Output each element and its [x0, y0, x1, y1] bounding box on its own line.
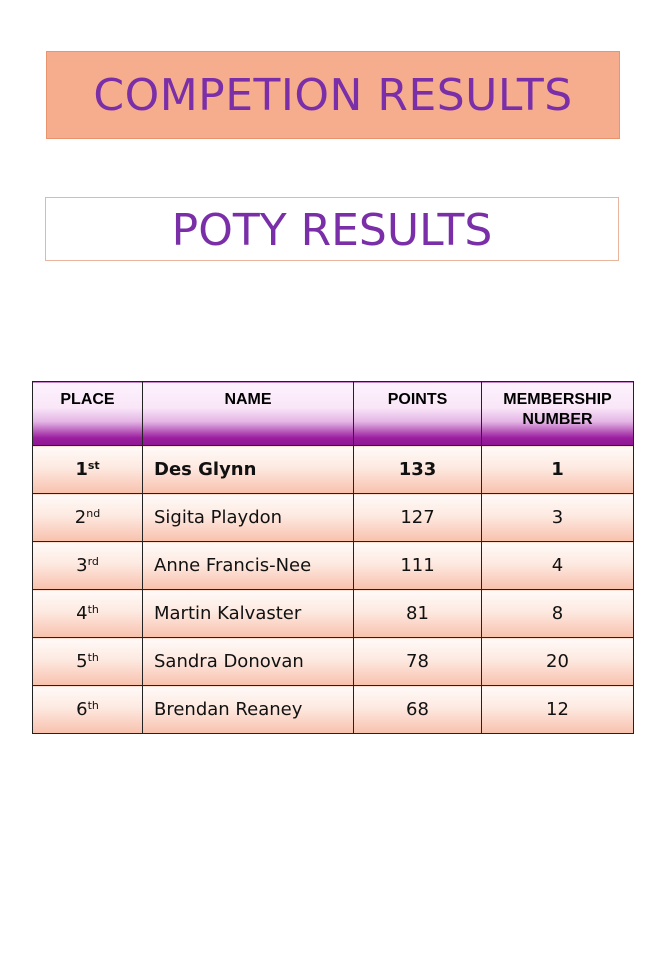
membership-cell: 8 — [482, 590, 634, 638]
membership-cell: 12 — [482, 686, 634, 734]
title-banner — [46, 51, 620, 139]
table-row — [33, 686, 634, 734]
points-cell: 133 — [354, 446, 482, 494]
place-cell — [33, 494, 143, 542]
membership-cell: 20 — [482, 638, 634, 686]
table-row — [33, 542, 634, 590]
header-place: PLACE — [33, 382, 143, 446]
place-suffix: st — [87, 459, 100, 472]
header-membership — [482, 382, 634, 446]
place-suffix: th — [87, 699, 99, 712]
points-cell: 68 — [354, 686, 482, 734]
membership-cell: 1 — [482, 446, 634, 494]
header-points: POINTS — [354, 382, 482, 446]
name-cell: Brendan Reaney — [143, 686, 354, 734]
points-cell: 111 — [354, 542, 482, 590]
page-title: COMPETION RESULTS — [93, 69, 573, 121]
name-cell: Martin Kalvaster — [143, 590, 354, 638]
place-number: 1 — [75, 459, 88, 480]
points-cell: 127 — [354, 494, 482, 542]
place-suffix: nd — [86, 507, 101, 520]
place-number: 2 — [74, 507, 87, 528]
place-number: 3 — [76, 555, 88, 576]
points-cell: 78 — [354, 638, 482, 686]
page-subtitle: POTY RESULTS — [171, 204, 493, 256]
subtitle-banner — [45, 197, 619, 261]
name-cell: Des Glynn — [143, 446, 354, 494]
name-cell: Anne Francis-Nee — [143, 542, 354, 590]
place-number: 6 — [76, 699, 88, 720]
table-row — [33, 494, 634, 542]
name-cell: Sigita Playdon — [143, 494, 354, 542]
place-cell — [33, 446, 143, 494]
header-membership-line2: NUMBER — [522, 411, 593, 428]
header-name: NAME — [143, 382, 354, 446]
table-row — [33, 446, 634, 494]
table-header-row — [33, 382, 634, 446]
points-cell: 81 — [354, 590, 482, 638]
name-cell: Sandra Donovan — [143, 638, 354, 686]
place-number: 5 — [76, 651, 88, 672]
place-cell — [33, 590, 143, 638]
place-suffix: th — [87, 603, 99, 616]
place-cell — [33, 638, 143, 686]
membership-cell: 4 — [482, 542, 634, 590]
results-table — [32, 381, 634, 734]
table-row — [33, 638, 634, 686]
place-cell — [33, 542, 143, 590]
table-row — [33, 590, 634, 638]
place-cell — [33, 686, 143, 734]
place-number: 4 — [76, 603, 88, 624]
place-suffix: th — [87, 651, 99, 664]
header-membership-line1: MEMBERSHIP — [503, 391, 612, 408]
place-suffix: rd — [87, 555, 99, 568]
membership-cell: 3 — [482, 494, 634, 542]
